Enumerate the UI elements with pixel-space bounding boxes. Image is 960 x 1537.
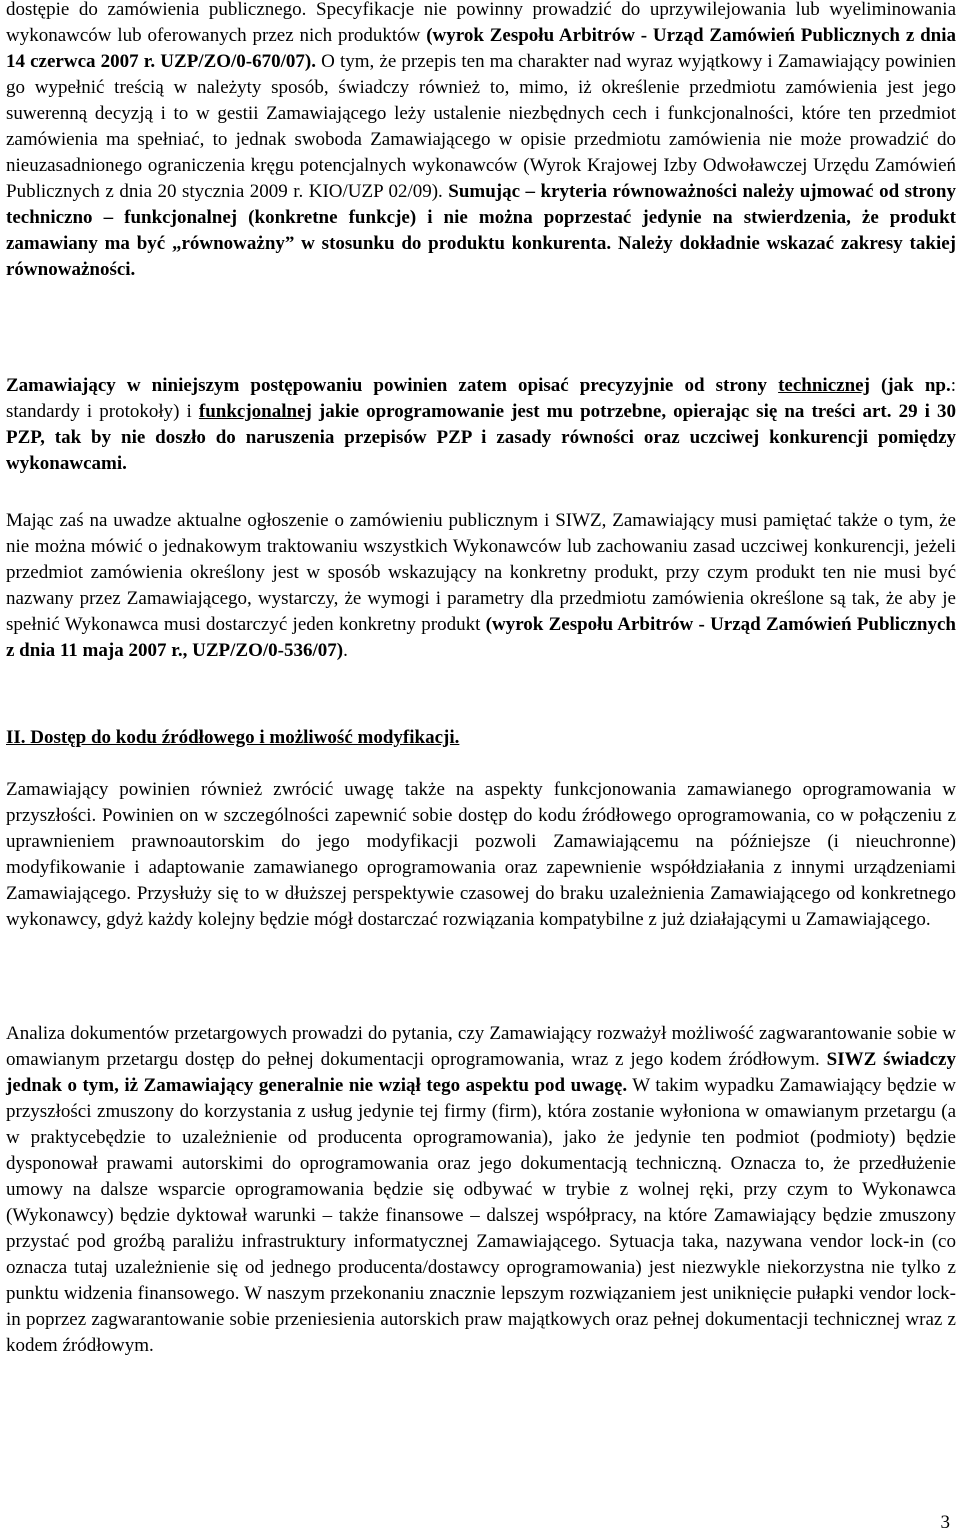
summary-statement: Sumując – kryteria równoważności należy ujmować od strony techniczno – funkcjonalnej (konkretne funkcje) i nie można poprzestać jedynie na stwierdzenia, że produkt zamawiany ma być „równoważny” w stosunku do produktu konkurenta. Należy dokładnie wskazać zakresy takiej równoważności. — [6, 181, 956, 280]
text-span: Analiza dokumentów przetargowych prowadzi do pytania, czy Zamawiający rozważył możliwość zagwarantowanie sobie w omawianym przetargu dostęp do pełnej dokumentacji oprogramowania, wraz z jego kodem źródłowym. — [6, 1023, 956, 1070]
technical-term: technicznej — [778, 375, 870, 396]
paragraph-analysis — [6, 1021, 956, 1359]
paragraph-siwz — [6, 508, 956, 664]
functional-term: funkcjonalnej — [198, 401, 312, 422]
text-span: (jak np. — [869, 375, 951, 396]
paragraph-source-code: Zamawiający powinien również zwrócić uwagę także na aspekty funkcjonowania zamawianego oprogramowania w przyszłości. Powinien on w szczególności zapewnić sobie dostęp do kodu źródłowego oprogramowania, co w połączeniu z uprawnieniem prawnoautorskim do jego modyfikacji pozwoli Zamawiającemu na późniejsze (i nieuchronne) modyfikowanie i adaptowanie zamawianego oprogramowania oraz zapewnienie współdziałania z innymi urządzeniami Zamawiającego. Przysłuży się to w dłuższej perspektywie czasowej do braku uzależnienia Zamawiającego od konkretnego wykonawcy, gdyż każdy kolejny będzie mógł dostarczać rozwiązania kompatybilne z już działającymi u Zamawiającego. — [6, 779, 956, 930]
text-span: Mając zaś na uwadze aktualne ogłoszenie o zamówieniu publicznym i SIWZ, Zamawiający musi pamiętać także o tym, że nie można mówić o jednakowym traktowaniu wszystkich Wykonawców lub zachowaniu zasad uczciwej konkurencji, jeżeli przedmiot zamówienia określony jest w sposób wskazujący na konkretny produkt, przy czym produkt ten nie musi być nazwany przez Zamawiającego, wystarczy, że wymogi i parametry dla przedmiotu zamówienia określone są tak, że aby je spełnić Wykonawca musi dostarczyć jeden konkretny produkt — [6, 510, 956, 635]
text-span: : standardy i protokoły) i — [6, 375, 957, 422]
text-span: 29 i 30 PZP, tak by nie doszło do naruszenia przepisów PZP i zasady równości oraz uczciwej konkurencji pomiędzy wykonawcami. — [6, 401, 956, 474]
text-span: . — [343, 640, 348, 661]
verdict-citation: (wyrok Zespołu Arbitrów - Urząd Zamówień Publicznych z dnia 11 maja 2007 r., UZP/ZO/0-536/07) — [6, 614, 957, 661]
siwz-statement: SIWZ świadczy jednak o tym, iż Zamawiający generalnie nie wziął tego aspektu pod uwagę. — [6, 1049, 956, 1096]
text-span: jakie oprogramowanie jest mu potrzebne, opierając się na treści art. — [311, 401, 892, 422]
text-span: O tym, że przepis ten ma charakter nad wyraz wyjątkowy i Zamawiający powinien go wypełnić treścią w należyty sposób, świadczy również to, mimo, iż określenie przedmiotu zamówienia jest jego suwerenną decyzją i to w gestii Zamawiającego leży ustalenie niezbędnych cech i funkcjonalności, które ten przedmiot zamówienia ma spełniać, to jednak swoboda Zamawiającego w opisie przedmiotu zamówienia nie może prowadzić do nieuzasadnionego ograniczenia kręgu potencjalnych wykonawców (Wyrok Krajowej Izby Odwoławczej Urzędu Zamówień Publicznych z dnia 20 stycznia 2009 r. KIO/UZP 02/09). — [6, 51, 956, 202]
paragraph-technical-functional — [6, 373, 956, 477]
text-span: dostępie do zamówienia publicznego. Specyfikacje nie powinny prowadzić do uprzywilejowania lub wyeliminowania wykonawców lub oferowanych przez nich produktów — [6, 0, 956, 46]
verdict-citation: (wyrok Zespołu Arbitrów - Urząd Zamówień Publicznych z dnia 14 czerwca 2007 r. UZP/ZO/0-670/07). — [6, 25, 957, 72]
text-span: Zamawiający w niniejszym postępowaniu powinien zatem opisać precyzyjnie od strony — [6, 375, 779, 396]
text-span: W takim wypadku Zamawiający będzie w przyszłości zmuszony do korzystania z usług jedynie tej firmy (firm), która zostanie wyłoniona w omawianym przetargu (a w praktycebędzie to uzależnienie od producenta oprogramowania), jako że jedynie ten podmiot (podmioty) będzie dysponował prawami autorskimi do oprogramowania oraz jego dokumentacją techniczną. Oznacza to, że przedłużenie umowy na dalsze wsparcie oprogramowania będzie się odbywać w trybie z wolnej ręki, przy czym to Wykonawca (Wykonawcy) będzie dyktował warunki – także finansowe – dalszej współpracy, na które Zamawiający będzie zmuszony przystać pod groźbą paraliżu infrastruktury informatycznej Zamawiającego. Sytuacja taka, nazywana vendor lock-in (co oznacza tutaj uzależnienie się od jednego producenta/dostawcy oprogramowania) jest niezwykle niekorzystna nie tylko z punktu widzenia finansowego. W naszym przekonaniu znacznie lepszym rozwiązaniem jest uniknięcie pułapki vendor lock-in poprzez zagwarantowanie sobie przeniesienia autorskich praw majątkowych oraz pełnej dokumentacji technicznej wraz z kodem źródłowym. — [6, 1075, 956, 1356]
page-number: 3 — [940, 1512, 950, 1533]
section-heading: II. Dostęp do kodu źródłowego i możliwość modyfikacji. — [6, 727, 460, 748]
paragraph-specifications — [6, 0, 956, 283]
